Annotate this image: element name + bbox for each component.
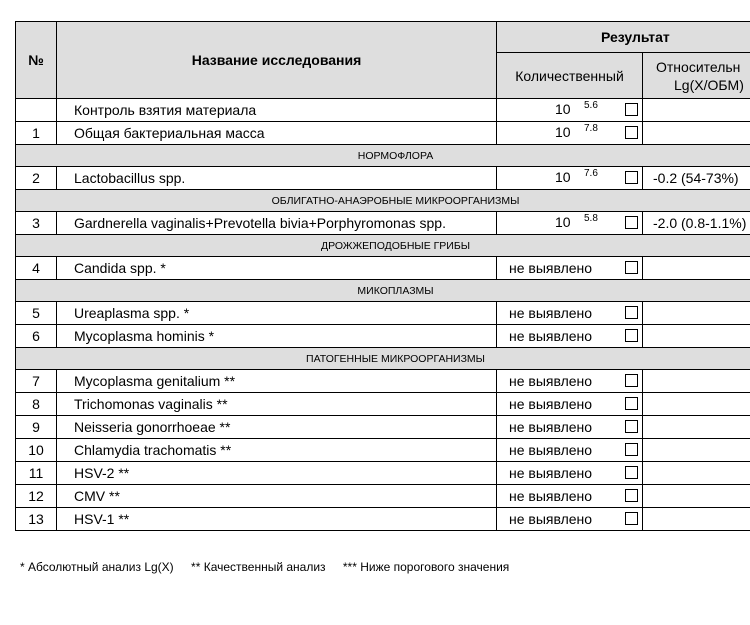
checkbox-icon[interactable] — [625, 443, 638, 456]
footer-note-absolute: * Абсолютный анализ Lg(X) — [20, 560, 174, 574]
section-row — [16, 190, 750, 212]
section-row — [16, 348, 750, 370]
checkbox-icon[interactable] — [625, 306, 638, 319]
section-title: МИКОПЛАЗМЫ — [16, 280, 750, 302]
row-number: 9 — [16, 416, 57, 439]
quantitative-cell — [497, 439, 643, 462]
relative-value: -0.2 (54-73%) — [643, 167, 750, 190]
test-name: Mycoplasma genitalium ** — [57, 370, 497, 393]
qualitative-result: не выявлено — [509, 373, 593, 389]
row-number: 1 — [16, 122, 57, 145]
col-header-relative-line2: Lg(X/ОБМ) — [674, 76, 744, 93]
table-row — [16, 167, 750, 190]
table-row — [16, 508, 750, 531]
footer-notes — [20, 560, 523, 574]
row-number — [16, 99, 57, 122]
test-name: Ureaplasma spp. * — [57, 302, 497, 325]
test-name: Chlamydia trachomatis ** — [57, 439, 497, 462]
table-row — [16, 122, 750, 145]
row-number: 10 — [16, 439, 57, 462]
relative-value — [643, 122, 750, 145]
table-row — [16, 325, 750, 348]
checkbox-icon[interactable] — [625, 126, 638, 139]
quantity-exponent: 7.8 — [584, 123, 598, 134]
qualitative-result: не выявлено — [509, 328, 593, 344]
table-row — [16, 99, 750, 122]
row-number: 12 — [16, 485, 57, 508]
footer-note-threshold: *** Ниже порогового значения — [342, 560, 510, 574]
test-name: Trichomonas vaginalis ** — [57, 393, 497, 416]
table-row — [16, 393, 750, 416]
qualitative-result: не выявлено — [509, 419, 593, 435]
checkbox-icon[interactable] — [625, 216, 638, 229]
relative-value — [643, 485, 750, 508]
row-number: 13 — [16, 508, 57, 531]
relative-value — [643, 508, 750, 531]
quantitative-cell — [497, 167, 643, 190]
quantity-exponent: 5.6 — [584, 100, 598, 111]
qualitative-result: не выявлено — [509, 396, 593, 412]
row-number: 6 — [16, 325, 57, 348]
test-name: CMV ** — [57, 485, 497, 508]
quantity-base: 10 — [555, 214, 571, 230]
quantity-base: 10 — [555, 169, 571, 185]
col-header-relative-line1: Относительн — [656, 58, 741, 75]
checkbox-icon[interactable] — [625, 103, 638, 116]
quantitative-cell — [497, 212, 643, 235]
table-row — [16, 257, 750, 280]
test-name: Gardnerella vaginalis+Prevotella bivia+Porphyromonas spp. — [57, 212, 497, 235]
relative-value — [643, 302, 750, 325]
quantitative-cell — [497, 462, 643, 485]
col-header-relative — [643, 53, 750, 99]
quantitative-cell — [497, 302, 643, 325]
section-title: НОРМОФЛОРА — [16, 145, 750, 167]
relative-value — [643, 393, 750, 416]
quantitative-cell — [497, 370, 643, 393]
quantity-base: 10 — [555, 101, 571, 117]
test-name: HSV-1 ** — [57, 508, 497, 531]
quantitative-cell — [497, 325, 643, 348]
qualitative-result: не выявлено — [509, 305, 593, 321]
col-header-quantitative: Количественный — [497, 53, 643, 99]
relative-value — [643, 462, 750, 485]
row-number: 4 — [16, 257, 57, 280]
results-body — [16, 99, 750, 531]
table-row — [16, 212, 750, 235]
footer-note-qualitative: ** Качественный анализ — [191, 560, 326, 574]
checkbox-icon[interactable] — [625, 261, 638, 274]
section-title: ДРОЖЖЕПОДОБНЫЕ ГРИБЫ — [16, 235, 750, 257]
row-number: 2 — [16, 167, 57, 190]
checkbox-icon[interactable] — [625, 329, 638, 342]
quantitative-cell — [497, 485, 643, 508]
relative-value — [643, 439, 750, 462]
quantity-exponent: 7.6 — [584, 168, 598, 179]
section-title: ОБЛИГАТНО-АНАЭРОБНЫЕ МИКРООРГАНИЗМЫ — [16, 190, 750, 212]
relative-value — [643, 257, 750, 280]
qualitative-result: не выявлено — [509, 442, 593, 458]
col-header-result: Результат — [497, 22, 750, 53]
table-row — [16, 416, 750, 439]
test-name: Neisseria gonorrhoeae ** — [57, 416, 497, 439]
qualitative-result: не выявлено — [509, 488, 593, 504]
row-number: 11 — [16, 462, 57, 485]
test-name: Контроль взятия материала — [57, 99, 497, 122]
relative-value — [643, 325, 750, 348]
quantitative-cell — [497, 393, 643, 416]
section-row — [16, 235, 750, 257]
test-name: Lactobacillus spp. — [57, 167, 497, 190]
table-row — [16, 439, 750, 462]
section-title: ПАТОГЕННЫЕ МИКРООРГАНИЗМЫ — [16, 348, 750, 370]
qualitative-result: не выявлено — [509, 511, 593, 527]
qualitative-result: не выявлено — [509, 465, 593, 481]
row-number: 3 — [16, 212, 57, 235]
test-name: Candida spp. * — [57, 257, 497, 280]
checkbox-icon[interactable] — [625, 489, 638, 502]
row-number: 5 — [16, 302, 57, 325]
quantitative-cell — [497, 122, 643, 145]
relative-value — [643, 370, 750, 393]
row-number: 7 — [16, 370, 57, 393]
test-name: Mycoplasma hominis * — [57, 325, 497, 348]
results-table-container — [15, 21, 750, 551]
quantitative-cell — [497, 416, 643, 439]
checkbox-icon[interactable] — [625, 397, 638, 410]
relative-value — [643, 99, 750, 122]
table-row — [16, 485, 750, 508]
checkbox-icon[interactable] — [625, 171, 638, 184]
checkbox-icon[interactable] — [625, 374, 638, 387]
section-row — [16, 280, 750, 302]
col-header-name: Название исследования — [57, 22, 497, 99]
quantity-exponent: 5.8 — [584, 213, 598, 224]
quantitative-cell — [497, 508, 643, 531]
table-row — [16, 302, 750, 325]
quantitative-cell — [497, 257, 643, 280]
quantity-base: 10 — [555, 124, 571, 140]
table-row — [16, 370, 750, 393]
test-name: HSV-2 ** — [57, 462, 497, 485]
checkbox-icon[interactable] — [625, 512, 638, 525]
col-header-num: № — [16, 22, 57, 99]
row-number: 8 — [16, 393, 57, 416]
checkbox-icon[interactable] — [625, 466, 638, 479]
test-name: Общая бактериальная масса — [57, 122, 497, 145]
table-row — [16, 462, 750, 485]
section-row — [16, 145, 750, 167]
quantitative-cell — [497, 99, 643, 122]
qualitative-result: не выявлено — [509, 260, 593, 276]
results-table — [15, 21, 750, 531]
checkbox-icon[interactable] — [625, 420, 638, 433]
relative-value: -2.0 (0.8-1.1%) — [643, 212, 750, 235]
relative-value — [643, 416, 750, 439]
